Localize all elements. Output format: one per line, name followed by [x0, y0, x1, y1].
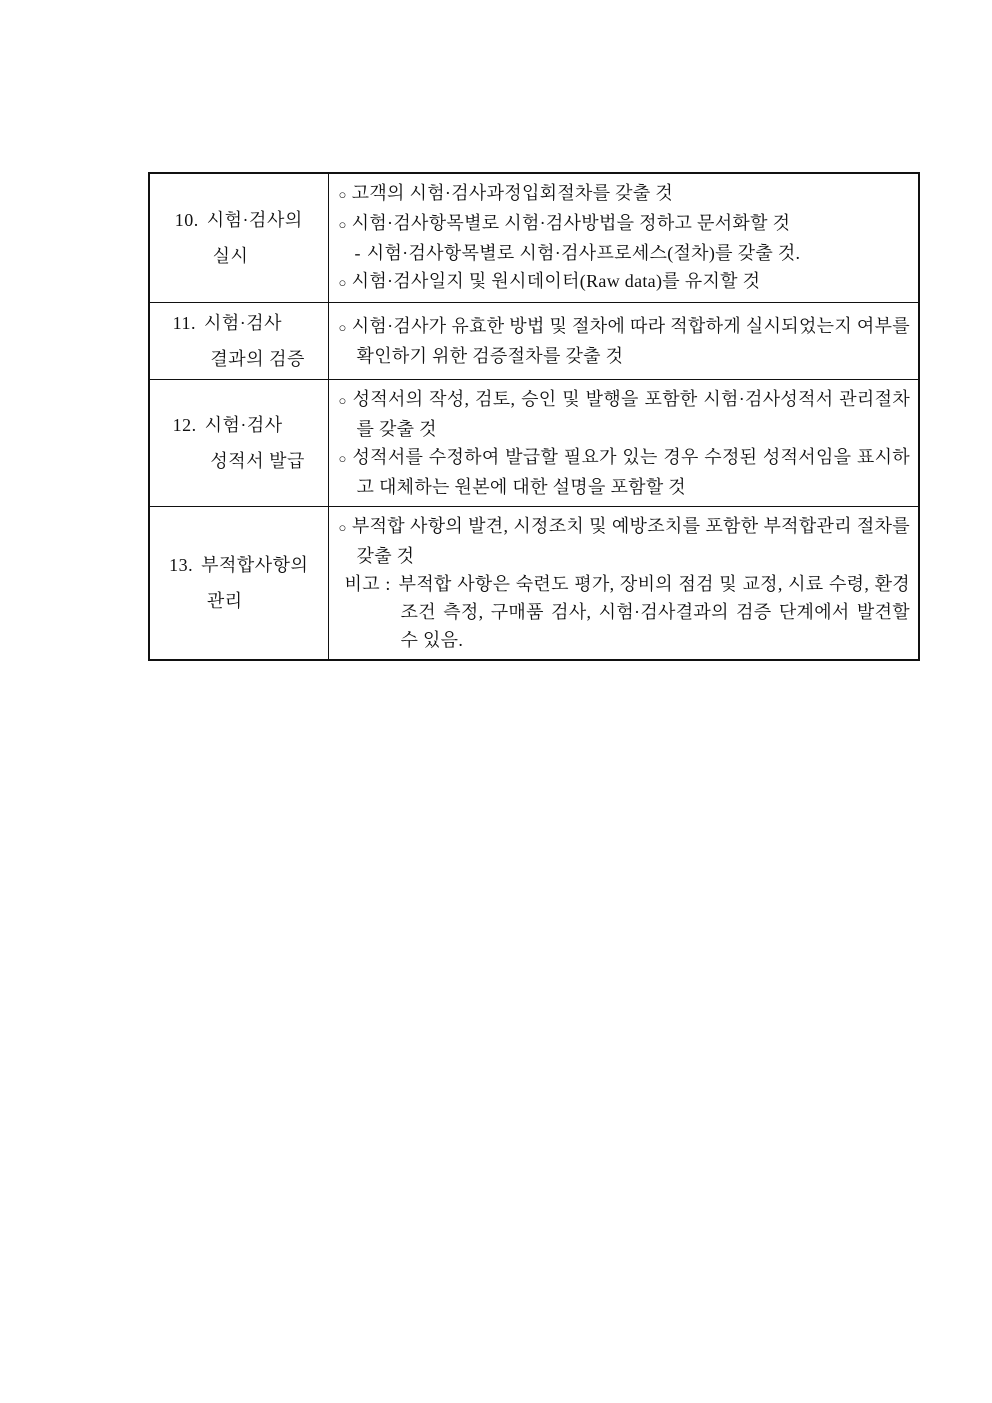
row-title-line-1 [169, 547, 308, 583]
item-marker: ○ [338, 187, 347, 202]
item-marker: ○ [338, 275, 347, 290]
row-title-cell [149, 303, 328, 380]
item-text: 고객의 시험·검사과정입회절차를 갖출 것 [351, 183, 674, 203]
requirements-table [148, 172, 920, 661]
row-number: 12. [172, 415, 197, 435]
table-row [149, 507, 919, 661]
row-content-cell [328, 303, 919, 380]
requirement-item [345, 570, 911, 654]
requirement-item [339, 312, 911, 370]
item-text: 시험·검사가 유효한 방법 및 절차에 따라 적합하게 실시되었는지 여부를 확인하기 위한 검증절차를 갖출 것 [351, 316, 910, 366]
item-text: 시험·검사항목별로 시험·검사방법을 정하고 문서화할 것 [351, 213, 791, 233]
row-title-text: 시험·검사 [203, 313, 283, 333]
row-content-cell [328, 507, 919, 661]
requirement-item [339, 267, 911, 297]
item-text: 시험·검사항목별로 시험·검사프로세스(절차)를 갖출 것. [366, 243, 801, 263]
row-title-line-1 [173, 407, 305, 443]
item-text: 부적합 사항의 발견, 시정조치 및 예방조치를 포함한 부적합관리 절차를 갖출 것 [351, 516, 910, 566]
row-title-line-2: 실시 [212, 246, 249, 266]
row-title-line-2: 성적서 발급 [210, 451, 305, 471]
row-title-text: 시험·검사 [204, 415, 283, 435]
item-marker: ○ [338, 393, 348, 408]
requirement-item [339, 179, 911, 209]
row-title-cell [149, 507, 328, 661]
row-content-cell [328, 173, 919, 303]
row-title-line-1 [175, 202, 303, 238]
requirement-item [339, 443, 911, 501]
row-title [173, 407, 305, 479]
table-row [149, 380, 919, 507]
row-title-text: 시험·검사의 [206, 210, 303, 230]
item-marker: 비고 : [344, 574, 391, 594]
table-row [149, 173, 919, 303]
requirement-item [339, 385, 911, 443]
item-text: 시험·검사일지 및 원시데이터(Raw data)를 유지할 것 [351, 271, 761, 291]
row-title [169, 547, 308, 619]
row-title [173, 305, 305, 377]
requirement-item [339, 512, 911, 570]
requirement-item [339, 209, 911, 239]
row-title-cell [149, 380, 328, 507]
row-title-line-2: 관리 [206, 591, 243, 611]
item-marker: ○ [338, 451, 348, 466]
row-title-text: 부적합사항의 [201, 555, 309, 575]
item-text: 부적합 사항은 숙련도 평가, 장비의 점검 및 교정, 시료 수령, 환경조건 측정, 구매품 검사, 시험·검사결과의 검증 단계에서 발견할 수 있음. [398, 574, 910, 650]
row-title-cell [149, 173, 328, 303]
table-row [149, 303, 919, 380]
row-title-line-2: 결과의 검증 [210, 349, 305, 369]
item-text: 성적서의 작성, 검토, 승인 및 발행을 포함한 시험·검사성적서 관리절차를 갖출 것 [352, 389, 911, 439]
item-marker: ○ [338, 520, 347, 535]
row-number: 11. [172, 313, 196, 333]
row-title-line-1 [173, 305, 305, 341]
item-marker: - [354, 243, 361, 263]
row-number: 13. [169, 555, 194, 575]
row-title [175, 202, 303, 274]
item-marker: ○ [338, 217, 347, 232]
item-marker: ○ [338, 320, 347, 335]
requirement-item [355, 239, 911, 267]
row-content-cell [328, 380, 919, 507]
table-body [149, 173, 919, 660]
row-number: 10. [174, 210, 199, 230]
item-text: 성적서를 수정하여 발급할 필요가 있는 경우 수정된 성적서임을 표시하고 대체하는 원본에 대한 설명을 포함할 것 [352, 447, 910, 497]
